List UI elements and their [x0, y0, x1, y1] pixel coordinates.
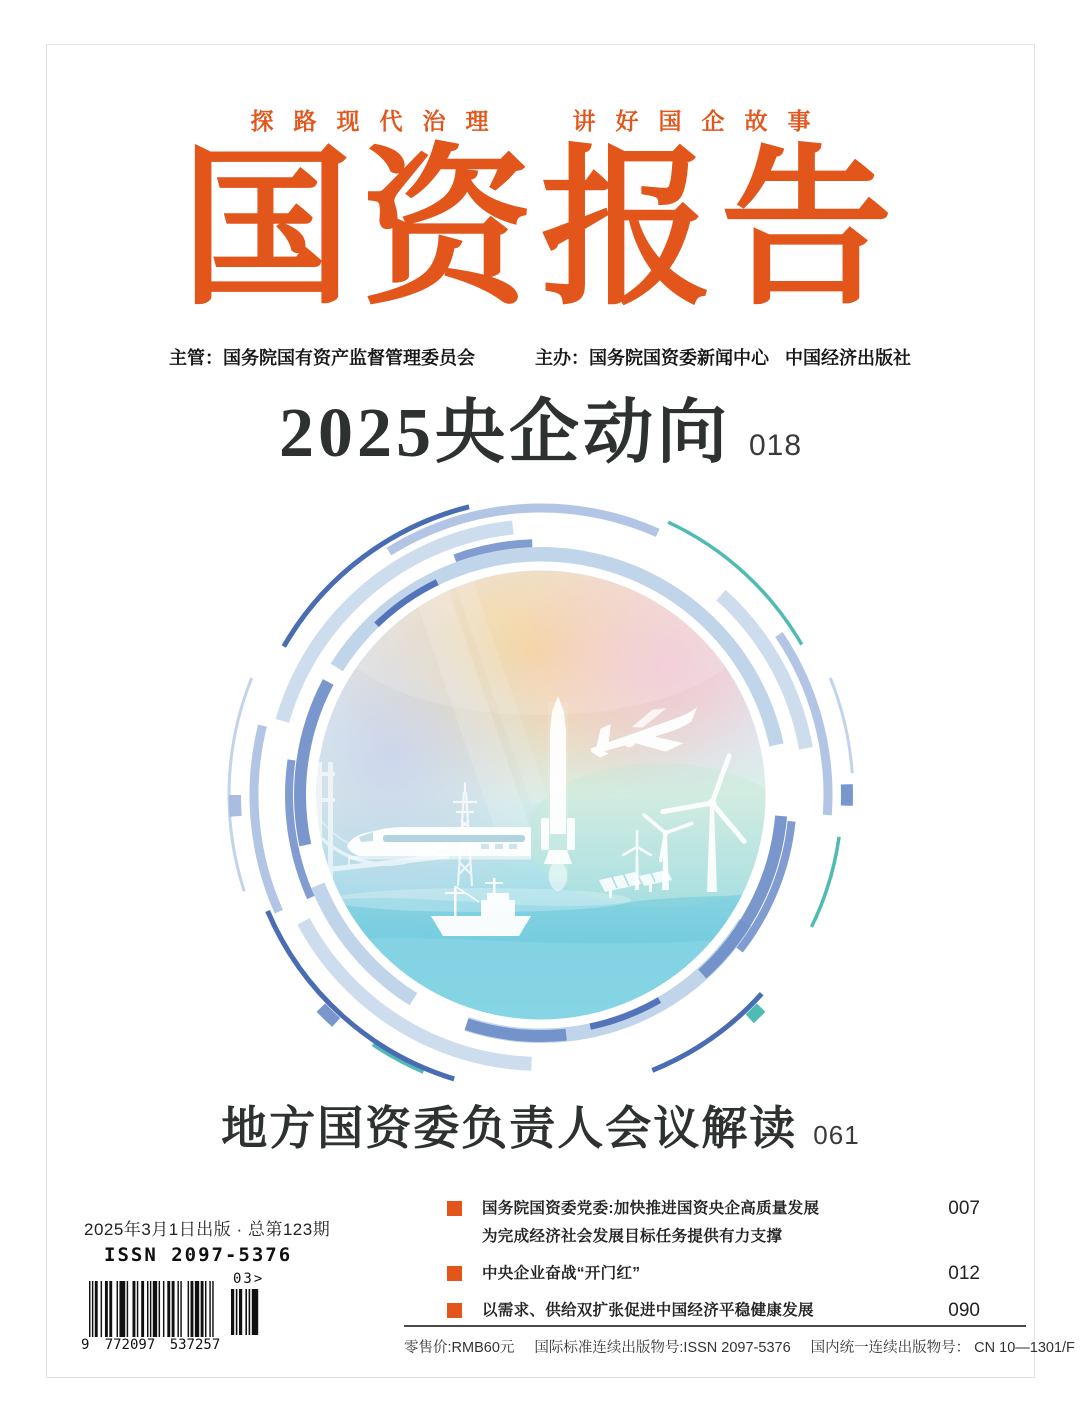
bullet-square-icon — [447, 1201, 462, 1216]
toc-list — [404, 1195, 1026, 1334]
barcode — [81, 1271, 291, 1357]
organizer-text — [535, 344, 911, 370]
toc-item-subtitle: 为完成经济社会发展目标任务提供有力支撑 — [482, 1228, 783, 1245]
bullet-square-icon — [447, 1266, 462, 1281]
barcode-digit-left: 9 — [81, 1337, 90, 1353]
publish-date: 2025年3月1日出版 · 总第123期 — [84, 1220, 331, 1239]
footer-price: 零售价:RMB60元 — [404, 1340, 515, 1356]
toc-item-title: 以需求、供给双扩张促进中国经济平稳健康发展 — [482, 1302, 814, 1319]
feature-top-page: 018 — [748, 429, 803, 462]
toc-item — [404, 1297, 1026, 1325]
toc-item-title: 国务院国资委党委:加快推进国资央企高质量发展 — [482, 1200, 820, 1217]
high-speed-train-icon — [347, 827, 531, 860]
feature-top-title: 2025央企动向 — [278, 395, 731, 472]
footer-cn-number: 国内统一连续出版物号： CN 10—1301/F — [810, 1340, 1075, 1356]
tagline-right: 讲好国企故事 — [572, 108, 831, 134]
footer-info — [404, 1336, 1075, 1357]
footer-issn: 国际标准连续出版物号:ISSN 2097-5376 — [534, 1340, 791, 1356]
toc-item — [404, 1260, 1026, 1288]
bullet-square-icon — [447, 1303, 462, 1318]
barcode-addon-bars-icon — [231, 1289, 277, 1337]
tagline-row — [47, 103, 1034, 136]
masthead-title: 国资报告 — [180, 133, 901, 325]
organizer-primary: 国务院国资委新闻中心 — [589, 348, 769, 368]
toc-item — [404, 1195, 1026, 1251]
barcode-digits — [81, 1337, 227, 1353]
publisher-line — [47, 344, 1034, 370]
tagline-left: 探路现代治理 — [250, 108, 509, 134]
toc-item-page: 007 — [948, 1198, 980, 1219]
cover-illustration — [221, 490, 861, 1110]
barcode-digit-group1: 772097 — [104, 1337, 156, 1353]
toc-item-page: 012 — [948, 1263, 980, 1284]
organizer-secondary: 中国经济出版社 — [785, 348, 911, 368]
supervisor-value: 国务院国有资产监督管理委员会 — [223, 348, 475, 368]
tech-circle-graphic — [221, 490, 861, 1110]
organizer-label: 主办： — [535, 348, 589, 368]
magazine-cover-page — [46, 44, 1075, 1378]
toc-item-page: 090 — [948, 1300, 980, 1321]
footer-divider — [404, 1325, 1026, 1327]
feature-bottom-page: 061 — [813, 1119, 860, 1150]
barcode-digit-group2: 537257 — [169, 1337, 221, 1353]
toc-item-title: 中央企业奋战“开门红” — [482, 1265, 641, 1282]
barcode-bars-icon — [89, 1281, 229, 1339]
supervisor-label: 主管： — [169, 348, 223, 368]
feature-headline-bottom — [47, 1103, 1034, 1156]
feature-headline-top — [47, 395, 1034, 472]
supervisor-text — [169, 344, 475, 370]
issn-number: ISSN 2097-5376 — [104, 1244, 293, 1266]
feature-bottom-title: 地方国资委负责人会议解读 — [221, 1103, 798, 1154]
barcode-addon-text: 03> — [233, 1271, 265, 1287]
